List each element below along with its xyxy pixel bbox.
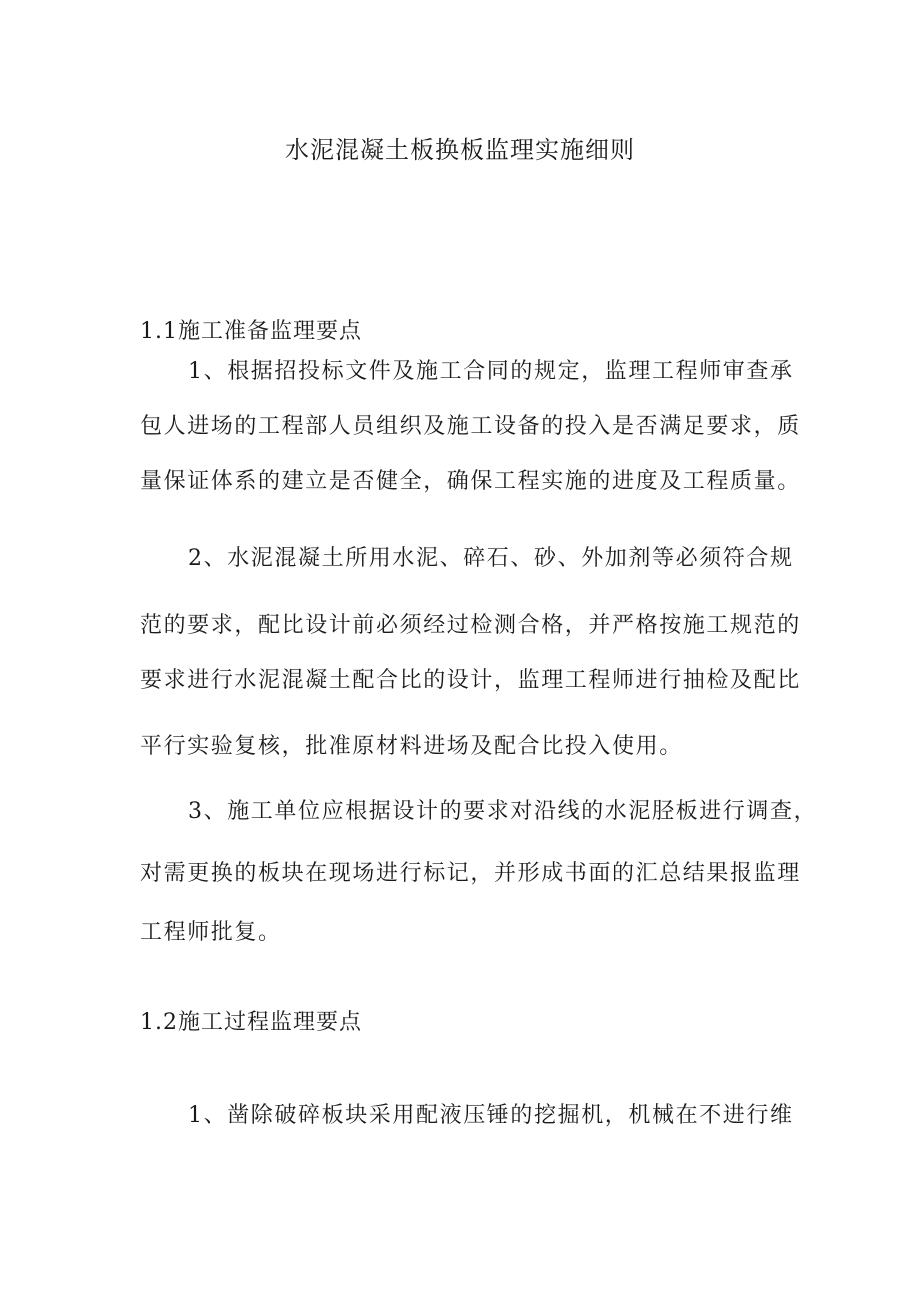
paragraph-line: 2、水泥混凝土所用水泥、碎石、砂、外加剂等必须符合规 [188,546,794,571]
section-heading-1-2: 1.2施工过程监理要点 [140,1010,362,1035]
paragraph-line: 量保证体系的建立是否健全，确保工程实施的进度及工程质量。 [140,469,801,494]
section-heading-1-1: 1.1施工准备监理要点 [140,319,362,344]
paragraph-line: 要求进行水泥混凝土配合比的设计，监理工程师进行抽检及配比 [140,668,801,693]
paragraph-line: 1、凿除破碎板块采用配液压锤的挖掘机，机械在不进行维 [188,1103,794,1128]
paragraph-line: 3、施工单位应根据设计的要求对沿线的水泥胫板进行调查， [188,799,818,824]
paragraph-line: 工程师批复。 [140,920,282,945]
paragraph-line: 对需更换的板块在现场进行标记，并形成书面的汇总结果报监理 [140,861,801,886]
paragraph-line: 平行实验复核，批准原材料进场及配合比投入使用。 [140,734,683,759]
paragraph-line: 范的要求，配比设计前必须经过检测合格，并严格按施工规范的 [140,613,801,638]
document-title: 水泥混凝土板换板监理实施细则 [285,136,635,164]
paragraph-line: 1、根据招投标文件及施工合同的规定，监理工程师审查承 [188,359,794,384]
paragraph-line: 包人进场的工程部人员组织及施工设备的投入是否满足要求，质 [140,414,801,439]
